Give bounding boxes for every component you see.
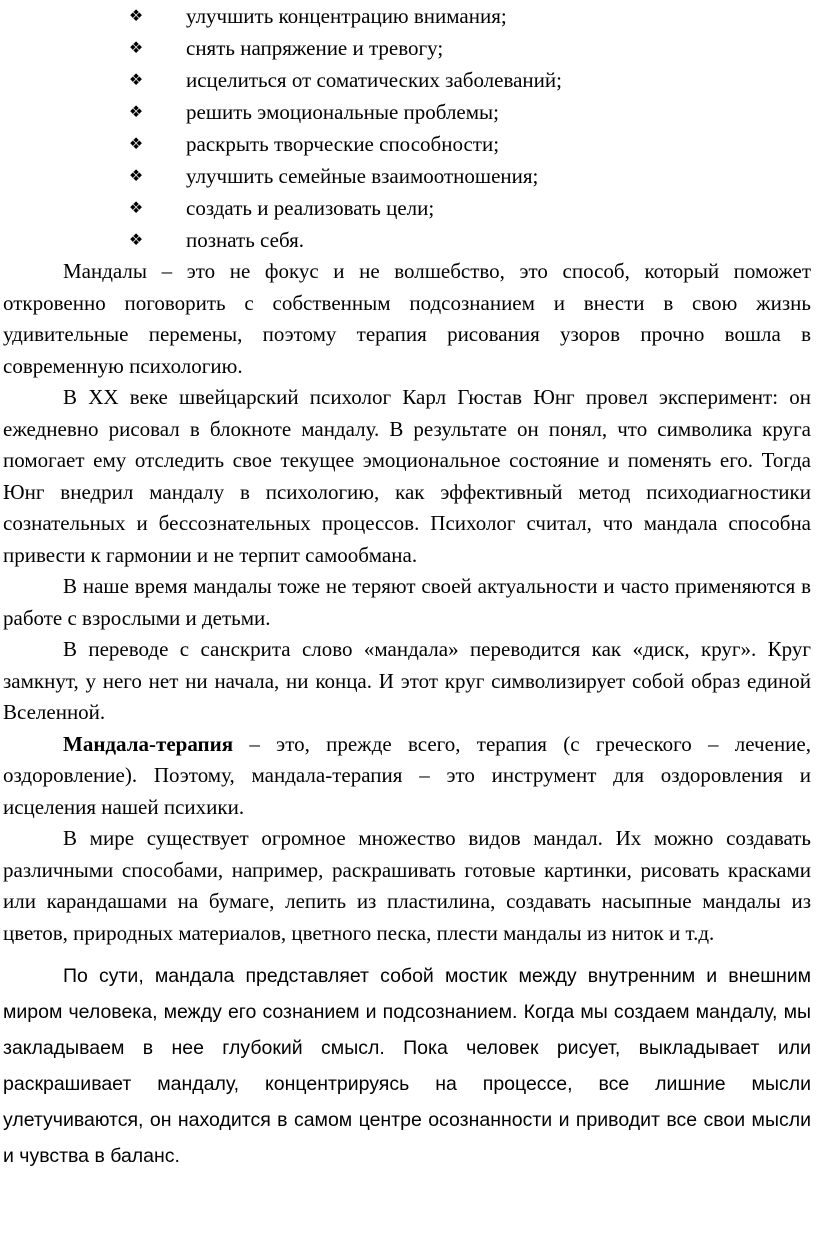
definition-text: – это, прежде всего, терапия (с греческого – лечение, оздоровление). Поэтому, мандала-терапия – это инструмент для оздоровления и исцеления нашей психики. [3, 731, 811, 819]
list-item-text: снять напряжение и тревогу; [186, 36, 444, 60]
list-item [3, 128, 811, 160]
diamond-flower-bullet-icon: ❖ [128, 198, 144, 217]
list-item-text: решить эмоциональные проблемы; [186, 100, 499, 124]
paragraph-final: По сути, мандала представляет собой мостик между внутренним и внешним миром человека, между его сознанием и подсознанием. Когда мы создаем мандалу, мы закладываем в нее глубокий смысл. Пока человек рисует, выкладывает или раскрашивает мандалу, концентрируясь на процессе, все лишние мысли улетучиваются, он находится в самом центре осознанности и приводит все свои мысли и чувства в баланс. [3, 965, 811, 1167]
list-item [3, 32, 811, 64]
definition-term: Мандала-терапия [63, 731, 234, 756]
paragraph-definition [3, 729, 811, 824]
diamond-flower-bullet-icon: ❖ [128, 6, 144, 25]
benefits-list [3, 0, 811, 256]
list-item-text: исцелиться от соматических заболеваний; [186, 68, 562, 92]
paragraph-modern-use: В наше время мандалы тоже не теряют своей актуальности и часто применяются в работе с взрослыми и детьми. [3, 574, 811, 630]
diamond-flower-bullet-icon: ❖ [128, 102, 144, 121]
list-item [3, 160, 811, 192]
diamond-flower-bullet-icon: ❖ [128, 70, 144, 89]
list-item [3, 224, 811, 256]
list-item [3, 64, 811, 96]
list-item [3, 192, 811, 224]
list-item-text: раскрыть творческие способности; [186, 132, 500, 156]
list-item-text: улучшить концентрацию внимания; [186, 4, 507, 28]
paragraph-mandala-types: В мире существует огромное множество видов мандал. Их можно создавать различными способами, например, раскрашивать готовые картинки, рисовать красками или карандашами на бумаге, лепить из пластилина, создавать насыпные мандалы из цветов, природных материалов, цветного песка, плести мандалы из ниток и т.д. [3, 826, 811, 945]
diamond-flower-bullet-icon: ❖ [128, 134, 144, 153]
list-item-text: познать себя. [186, 228, 305, 252]
paragraph-mandala-intro: Мандалы – это не фокус и не волшебство, это способ, который поможет откровенно поговорить с собственным подсознанием и внести в свою жизнь удивительные перемены, поэтому терапия рисования узоров прочно вошла в современную психологию. [3, 259, 811, 378]
diamond-flower-bullet-icon: ❖ [128, 166, 144, 185]
list-item [3, 0, 811, 32]
paragraph-jung: В XX веке швейцарский психолог Карл Гюстав Юнг провел эксперимент: он ежедневно рисовал в блокноте мандалу. В результате он понял, что символика круга помогает ему отследить свое текущее эмоциональное состояние и поменять его. Тогда Юнг внедрил мандалу в психологию, как эффективный метод психодиагностики сознательных и бессознательных процессов. Психолог считал, что мандала способна привести к гармонии и не терпит самообмана. [3, 385, 811, 567]
list-item-text: улучшить семейные взаимоотношения; [186, 164, 539, 188]
paragraph-sanskrit: В переводе с санскрита слово «мандала» переводится как «диск, круг». Круг замкнут, у него нет ни начала, ни конца. И этот круг символизирует собой образ единой Вселенной. [3, 637, 811, 724]
diamond-flower-bullet-icon: ❖ [128, 38, 144, 57]
list-item [3, 96, 811, 128]
list-item-text: создать и реализовать цели; [186, 196, 435, 220]
diamond-flower-bullet-icon: ❖ [128, 230, 144, 249]
